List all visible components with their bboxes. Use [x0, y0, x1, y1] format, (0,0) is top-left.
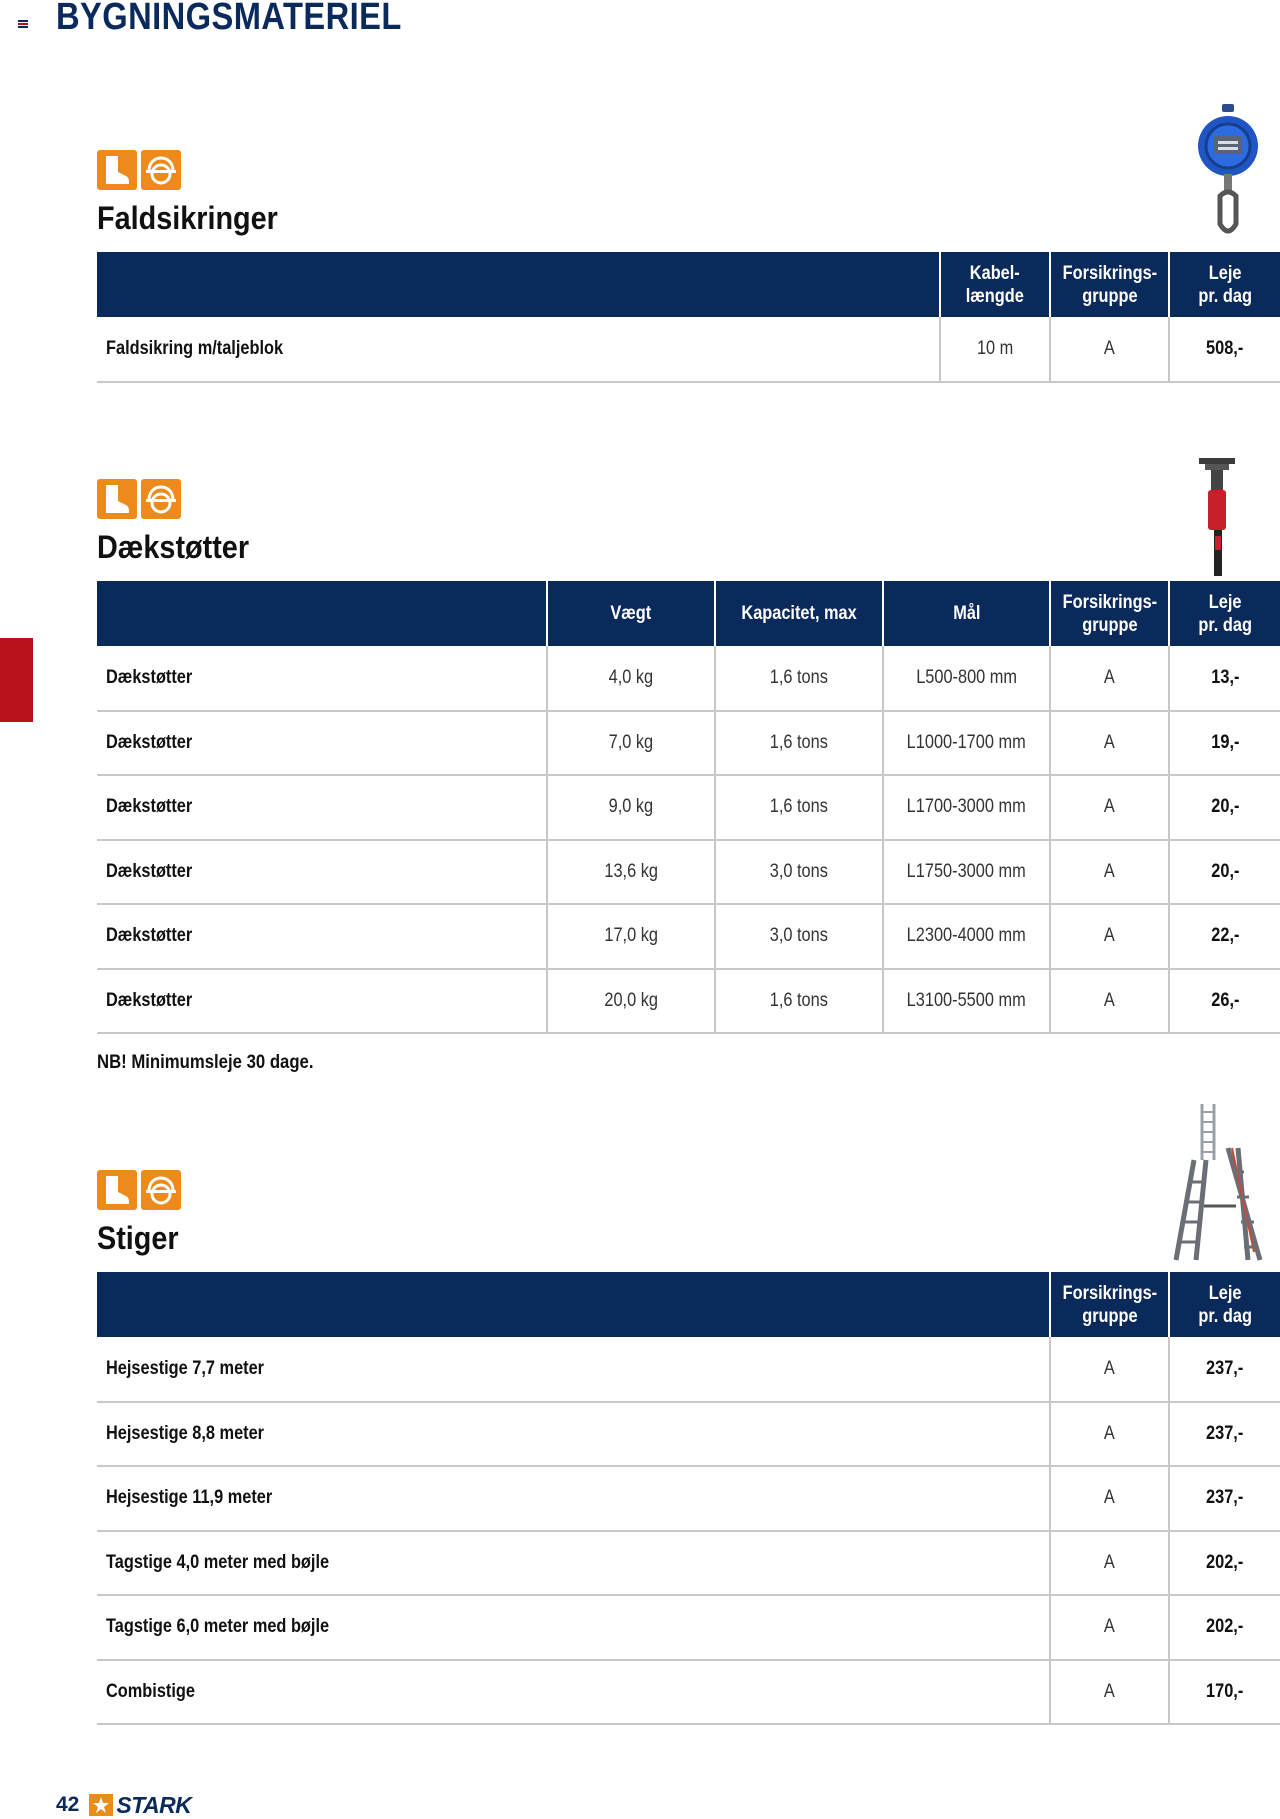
column-header-insurance-group: Forsikrings- gruppe: [1050, 581, 1169, 646]
column-header-price: Leje pr. dag: [1169, 252, 1280, 317]
capacity-cell: 3,0 tons: [715, 904, 883, 969]
weight-cell: 13,6 kg: [547, 840, 715, 905]
page-footer: [56, 1792, 191, 1818]
helmet-icon: [141, 150, 181, 190]
product-name: Hejsestige 8,8 meter: [97, 1402, 1050, 1467]
boot-icon: [97, 479, 137, 519]
weight-cell: 9,0 kg: [547, 775, 715, 840]
stark-logo-text: STARK: [116, 1791, 192, 1818]
product-name: Dækstøtter: [97, 904, 547, 969]
weight-cell: 4,0 kg: [547, 646, 715, 711]
section-daekstotter: [97, 479, 1280, 566]
weight-cell: 7,0 kg: [547, 711, 715, 776]
insurance-group-cell: A: [1050, 711, 1169, 776]
column-header-weight: Vægt: [547, 581, 715, 646]
dimensions-cell: L1700-3000 mm: [883, 775, 1050, 840]
insurance-group-cell: A: [1050, 840, 1169, 905]
insurance-group-cell: A: [1050, 317, 1169, 382]
safety-icons: [97, 150, 1280, 190]
helmet-icon: [141, 479, 181, 519]
table-row: [97, 317, 1280, 382]
table-stiger-wrap: [97, 1272, 1280, 1725]
table-row: [97, 1466, 1280, 1531]
minimum-rental-note: NB! Minimumsleje 30 dage.: [97, 1052, 314, 1073]
dimensions-cell: L1000-1700 mm: [883, 711, 1050, 776]
price-cell: 170,-: [1169, 1660, 1280, 1725]
table-row: [97, 775, 1280, 840]
price-cell: 13,-: [1169, 646, 1280, 711]
column-header-price: Leje pr. dag: [1169, 1272, 1280, 1337]
product-name: Tagstige 4,0 meter med bøjle: [97, 1531, 1050, 1596]
column-header-cable-length: Kabel- længde: [940, 252, 1050, 317]
header-mark: [18, 20, 28, 26]
floor-prop-image: [1195, 456, 1239, 576]
capacity-cell: 1,6 tons: [715, 969, 883, 1034]
page-title: BYGNINGSMATERIEL: [56, 0, 402, 38]
safety-icons: [97, 479, 1280, 519]
safety-icons: [97, 1170, 1280, 1210]
stark-logo-icon: [89, 1794, 113, 1816]
column-header-name: [97, 1272, 1050, 1337]
weight-cell: 20,0 kg: [547, 969, 715, 1034]
table-header-row: [97, 252, 1280, 317]
side-tab-marker: [0, 638, 33, 722]
cable-length-cell: 10 m: [940, 317, 1050, 382]
page-number: 42: [56, 1793, 80, 1816]
dimensions-cell: L2300-4000 mm: [883, 904, 1050, 969]
column-header-insurance-group: Forsikrings- gruppe: [1050, 1272, 1169, 1337]
insurance-group-cell: A: [1050, 1595, 1169, 1660]
table-header-row: [97, 581, 1280, 646]
insurance-group-cell: A: [1050, 1402, 1169, 1467]
product-name: Hejsestige 11,9 meter: [97, 1466, 1050, 1531]
section-title: Dækstøtter: [97, 529, 250, 565]
table-row: [97, 711, 1280, 776]
ladder-image: [1170, 1102, 1270, 1264]
table-row: [97, 1660, 1280, 1725]
capacity-cell: 1,6 tons: [715, 775, 883, 840]
column-header-dimensions: Mål: [883, 581, 1050, 646]
stark-logo: [89, 1792, 191, 1819]
price-cell: 19,-: [1169, 711, 1280, 776]
capacity-cell: 3,0 tons: [715, 840, 883, 905]
fall-arrester-image: [1196, 104, 1260, 246]
price-cell: 202,-: [1169, 1595, 1280, 1660]
weight-cell: 17,0 kg: [547, 904, 715, 969]
insurance-group-cell: A: [1050, 1337, 1169, 1402]
insurance-group-cell: A: [1050, 1466, 1169, 1531]
table-stiger: [97, 1272, 1280, 1725]
product-name: Hejsestige 7,7 meter: [97, 1337, 1050, 1402]
table-row: [97, 1337, 1280, 1402]
insurance-group-cell: A: [1050, 904, 1169, 969]
capacity-cell: 1,6 tons: [715, 711, 883, 776]
dimensions-cell: L500-800 mm: [883, 646, 1050, 711]
product-name: Tagstige 6,0 meter med bøjle: [97, 1595, 1050, 1660]
price-cell: 202,-: [1169, 1531, 1280, 1596]
product-name: Dækstøtter: [97, 646, 547, 711]
table-row: [97, 904, 1280, 969]
price-cell: 20,-: [1169, 775, 1280, 840]
table-row: [97, 969, 1280, 1034]
table-daekstotter: [97, 581, 1280, 1034]
capacity-cell: 1,6 tons: [715, 646, 883, 711]
column-header-name: [97, 581, 547, 646]
section-faldsikringer: [97, 150, 1280, 237]
insurance-group-cell: A: [1050, 969, 1169, 1034]
price-cell: 508,-: [1169, 317, 1280, 382]
section-title: Stiger: [97, 1220, 179, 1256]
page-header: [0, 0, 1280, 40]
boot-icon: [97, 1170, 137, 1210]
column-header-price: Leje pr. dag: [1169, 581, 1280, 646]
helmet-icon: [141, 1170, 181, 1210]
product-name: Faldsikring m/taljeblok: [97, 317, 940, 382]
insurance-group-cell: A: [1050, 1660, 1169, 1725]
column-header-name: [97, 252, 940, 317]
product-name: Combistige: [97, 1660, 1050, 1725]
price-cell: 22,-: [1169, 904, 1280, 969]
section-title: Faldsikringer: [97, 200, 278, 236]
insurance-group-cell: A: [1050, 1531, 1169, 1596]
insurance-group-cell: A: [1050, 646, 1169, 711]
table-row: [97, 1595, 1280, 1660]
dimensions-cell: L1750-3000 mm: [883, 840, 1050, 905]
table-header-row: [97, 1272, 1280, 1337]
product-name: Dækstøtter: [97, 711, 547, 776]
table-daekstotter-wrap: [97, 581, 1280, 1034]
price-cell: 20,-: [1169, 840, 1280, 905]
dimensions-cell: L3100-5500 mm: [883, 969, 1050, 1034]
boot-icon: [97, 150, 137, 190]
column-header-insurance-group: Forsikrings- gruppe: [1050, 252, 1169, 317]
price-cell: 237,-: [1169, 1337, 1280, 1402]
table-row: [97, 1402, 1280, 1467]
table-faldsikringer-wrap: [97, 252, 1280, 383]
product-name: Dækstøtter: [97, 840, 547, 905]
product-name: Dækstøtter: [97, 775, 547, 840]
insurance-group-cell: A: [1050, 775, 1169, 840]
table-row: [97, 1531, 1280, 1596]
price-cell: 26,-: [1169, 969, 1280, 1034]
column-header-capacity: Kapacitet, max: [715, 581, 883, 646]
product-name: Dækstøtter: [97, 969, 547, 1034]
table-row: [97, 840, 1280, 905]
table-row: [97, 646, 1280, 711]
table-faldsikringer: [97, 252, 1280, 383]
section-stiger: [97, 1170, 1280, 1257]
price-cell: 237,-: [1169, 1402, 1280, 1467]
price-cell: 237,-: [1169, 1466, 1280, 1531]
